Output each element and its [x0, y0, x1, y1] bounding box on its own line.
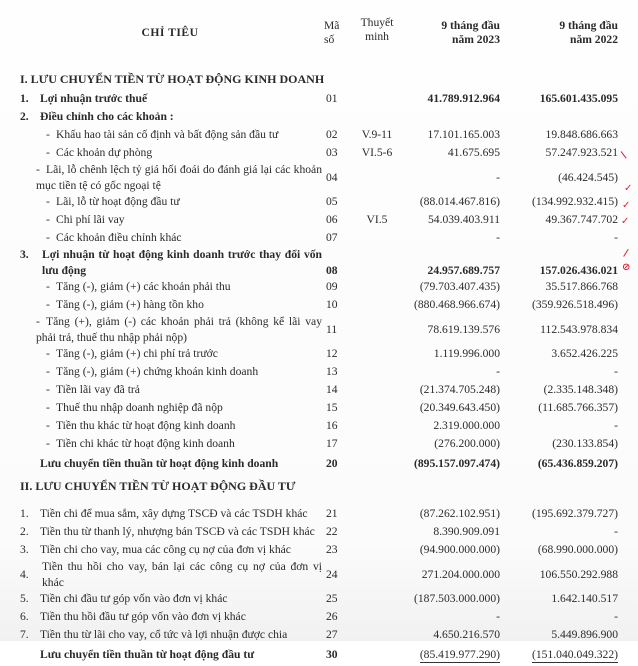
- row-note: [352, 296, 402, 314]
- row-num: 2.: [20, 110, 29, 124]
- row-dash: -: [46, 213, 50, 227]
- row-num: 2.: [20, 525, 29, 539]
- table-row: [18, 247, 618, 278]
- header-note-line2: minh: [365, 30, 389, 43]
- row-dash: -: [46, 365, 50, 379]
- row-value-2023: -: [496, 231, 500, 245]
- row-value-2022: 35.517.866.768: [545, 280, 618, 294]
- table-row: [18, 590, 618, 608]
- row-label: Tăng (-), giảm (+) chứng khoán kinh doanh: [56, 365, 259, 379]
- row-value-2022: (134.992.932.415): [532, 195, 618, 209]
- row-code: 27: [326, 628, 338, 642]
- total-note: [352, 644, 402, 666]
- row-value-2023: (87.262.102.951): [419, 507, 500, 521]
- header-2022: [510, 14, 618, 52]
- row-value-2022: 5.449.896.900: [551, 628, 618, 642]
- row-dash: -: [46, 280, 50, 294]
- row-note: [352, 193, 402, 211]
- row-value-2022: -: [614, 419, 618, 433]
- row-code: 14: [326, 383, 338, 397]
- row-code: 25: [326, 592, 338, 606]
- table-row: [18, 126, 618, 144]
- row-value-2023: (276.200.000): [434, 437, 500, 451]
- row-value-2023: -: [496, 170, 500, 184]
- section2-title: II. LƯU CHUYỂN TIỀN TỪ HOẠT ĐỘNG ĐẦU TƯ: [20, 479, 296, 494]
- row-label: Lãi, lỗ chênh lệch tỷ giá hối đoái do đánh giá lại các khoản mục tiền tệ có gốc ngoại tệ: [36, 163, 322, 192]
- row-dash: -: [46, 298, 50, 312]
- row-code: 23: [326, 543, 338, 557]
- row-value-2022: (230.133.854): [552, 437, 618, 451]
- total-value-2022: (65.436.859.207): [537, 457, 618, 471]
- row-value-2023: (880.468.966.674): [414, 298, 500, 312]
- row-label: Các khoản dự phòng: [56, 146, 153, 160]
- row-note: [352, 435, 402, 453]
- row-code: 17: [326, 437, 338, 451]
- total-note: [352, 453, 402, 475]
- row-note: [352, 229, 402, 247]
- row-label: Khấu hao tài sản cố định và bất động sản đầu tư: [56, 128, 279, 142]
- header-2023-line2: năm 2023: [452, 33, 500, 46]
- row-note: [352, 505, 402, 523]
- row-note: [352, 363, 402, 381]
- row-code: 12: [326, 347, 338, 361]
- annotation-mark-icon: \: [620, 149, 628, 162]
- row-label: Tiền thu hồi đầu tư góp vốn vào đơn vị khác: [40, 610, 246, 624]
- row-value-2023: 2.319.000.000: [433, 419, 500, 433]
- row-num: 1.: [20, 92, 29, 106]
- cash-flow-table: [18, 14, 618, 666]
- row-value-2023: -: [496, 365, 500, 379]
- row-code: 01: [326, 92, 338, 106]
- header-2023: [402, 14, 510, 52]
- row-value-2023: (88.014.467.816): [419, 195, 500, 209]
- row-code: 22: [326, 525, 338, 539]
- table-row: [18, 435, 618, 453]
- row-note: [352, 381, 402, 399]
- row-code: 13: [326, 365, 338, 379]
- operating-net-cash-row: [18, 453, 618, 475]
- row-code: 26: [326, 610, 338, 624]
- row-note: [352, 541, 402, 559]
- row-note: [352, 345, 402, 363]
- row-value-2023: 54.039.403.911: [427, 213, 500, 227]
- table-row: [18, 381, 618, 399]
- check-mark-icon: ✓: [621, 216, 630, 227]
- row-value-2022: -: [614, 365, 618, 379]
- table-row: [18, 417, 618, 435]
- row-code: 16: [326, 419, 338, 433]
- row-code: 21: [326, 507, 338, 521]
- row-dash: -: [46, 347, 50, 361]
- row-dash: -: [46, 195, 50, 209]
- row-dash: -: [46, 146, 50, 160]
- row-note: [352, 608, 402, 626]
- row-value-2022: 19.848.686.663: [545, 128, 618, 142]
- total-label: Lưu chuyển tiền thuần từ hoạt động đầu tư: [40, 648, 255, 662]
- row-label: Tiền chi đầu tư góp vốn vào đơn vị khác: [40, 592, 228, 606]
- table-row: [18, 399, 618, 417]
- table-row: [18, 505, 618, 523]
- row-dash: -: [46, 383, 50, 397]
- row-code: [322, 108, 352, 126]
- row-note: [352, 417, 402, 435]
- table-row: [18, 229, 618, 247]
- row-dash: -: [46, 401, 50, 415]
- row-label: Lợi nhuận trước thuế: [40, 92, 148, 106]
- row-value-2022: 106.550.292.988: [539, 567, 618, 581]
- row-value-2023: -: [496, 610, 500, 624]
- row-dash: -: [46, 128, 50, 142]
- header-2022-line1: 9 tháng đầu: [559, 19, 618, 32]
- table-row: [18, 144, 618, 162]
- total-label: Lưu chuyển tiền thuần từ hoạt động kinh doanh: [40, 457, 279, 471]
- row-value-2022: 112.543.978.834: [540, 322, 618, 336]
- row-label: Tiền chi để mua sắm, xây dựng TSCĐ và các TSDH khác: [40, 507, 308, 521]
- row-code: 11: [326, 322, 338, 336]
- table-row: [18, 108, 618, 126]
- row-value-2022: -: [614, 610, 618, 624]
- row-value-2022: 165.601.435.095: [539, 92, 618, 106]
- row-note: [352, 314, 402, 345]
- row-note: [352, 278, 402, 296]
- row-note: [352, 559, 402, 590]
- check-mark-icon: ✓: [622, 200, 631, 211]
- row-code: 05: [326, 195, 338, 209]
- table-row: [18, 363, 618, 381]
- row-code: 07: [326, 231, 338, 245]
- header-2023-line1: 9 tháng đầu: [441, 19, 500, 32]
- table-row: [18, 278, 618, 296]
- row-value-2023: 271.204.000.000: [421, 567, 500, 581]
- row-dash: -: [36, 163, 40, 176]
- row-num: 7.: [20, 628, 29, 642]
- row-label: Tiền thu từ thanh lý, nhượng bán TSCĐ và các TSDH khác: [40, 525, 315, 539]
- table-row: [18, 193, 618, 211]
- row-label: Tiền chi khác từ hoạt động kinh doanh: [56, 437, 235, 451]
- row-label: Tiền thu khác từ hoạt động kinh doanh: [56, 419, 236, 433]
- row-value-2023: (94.900.000.000): [419, 543, 500, 557]
- row-num: 6.: [20, 610, 29, 624]
- row-value-2023: 24.957.689.757: [427, 263, 500, 277]
- row-label: Tiền thu hồi cho vay, bán lại các công cụ nợ của đơn vị khác: [42, 560, 322, 589]
- row-note: V.9-11: [361, 128, 393, 142]
- table-row: [18, 314, 618, 345]
- table-row: [18, 626, 618, 644]
- row-value-2022: (195.692.379.727): [532, 507, 618, 521]
- row-label: Lãi, lỗ từ hoạt động đầu tư: [56, 195, 180, 209]
- section1-title: I. LƯU CHUYỂN TIỀN TỪ HOẠT ĐỘNG KINH DOANH: [20, 72, 325, 87]
- row-value-2022: (2.335.148.348): [543, 383, 618, 397]
- total-code: 30: [326, 648, 338, 662]
- row-value-2022: 1.642.140.517: [551, 592, 618, 606]
- row-label: Tăng (-), giảm (+) hàng tồn kho: [56, 298, 204, 312]
- row-code: 06: [326, 213, 338, 227]
- header-code: Mã số: [324, 19, 340, 46]
- total-code: 20: [326, 457, 338, 471]
- header-2022-line2: năm 2022: [570, 33, 618, 46]
- row-dash: -: [36, 315, 40, 328]
- table-row: [18, 523, 618, 541]
- row-code: 08: [326, 263, 338, 277]
- total-value-2023: (85.419.977.290): [419, 648, 500, 662]
- row-value-2023: (79.703.407.435): [419, 280, 500, 294]
- row-value-2022: (359.926.518.496): [532, 298, 618, 312]
- row-value-2023: 4.650.216.570: [433, 628, 500, 642]
- row-code: 02: [326, 128, 338, 142]
- row-num: 3.: [20, 543, 29, 557]
- investing-net-cash-row: [18, 644, 618, 666]
- row-dash: -: [46, 437, 50, 451]
- row-dash: -: [46, 231, 50, 245]
- row-value-2023: 78.619.139.576: [427, 322, 500, 336]
- row-value-2022: (46.424.545): [558, 170, 618, 184]
- row-value-2022: (68.990.000.000): [537, 543, 618, 557]
- row-label: Điều chỉnh cho các khoản :: [40, 110, 174, 124]
- row-value-2022: (11.685.766.357): [538, 401, 618, 415]
- total-value-2022: (151.040.049.322): [532, 648, 618, 662]
- row-code: 24: [326, 567, 338, 581]
- row-value-2022: 157.026.436.021: [539, 263, 618, 277]
- row-value-2022: -: [614, 231, 618, 245]
- table-row: [18, 162, 618, 193]
- row-dash: -: [46, 419, 50, 433]
- table-row: [18, 90, 618, 108]
- row-value-2022: [510, 108, 618, 126]
- table-header: [18, 14, 618, 52]
- section-title-investing: [18, 475, 618, 499]
- row-value-2023: (20.349.643.450): [419, 401, 500, 415]
- total-value-2023: (895.157.097.474): [414, 457, 500, 471]
- row-note: [352, 399, 402, 417]
- section-title-operating: [18, 70, 618, 90]
- row-value-2023: 17.101.165.003: [427, 128, 500, 142]
- row-label: Các khoản điều chỉnh khác: [56, 231, 182, 245]
- row-label: Tiền chi cho vay, mua các công cụ nợ của đơn vị khác: [40, 543, 291, 557]
- row-note: [352, 523, 402, 541]
- row-note: [352, 626, 402, 644]
- row-label: Thuế thu nhập doanh nghiệp đã nộp: [56, 401, 223, 415]
- row-note: [352, 247, 402, 278]
- row-value-2023: [402, 108, 510, 126]
- row-label: Tăng (-), giảm (+) chi phí trả trước: [56, 347, 218, 361]
- row-code: 03: [326, 146, 338, 160]
- row-label: Tăng (+), giảm (-) các khoản phải trả (không kể lãi vay phải trả, thuế thu nhập phải nộp): [36, 315, 322, 344]
- table-row: [18, 211, 618, 229]
- table-row: [18, 345, 618, 363]
- row-value-2022: 49.367.747.702: [545, 213, 618, 227]
- header-indicator: CHỈ TIÊU: [141, 26, 199, 39]
- row-code: 15: [326, 401, 338, 415]
- table-row: [18, 296, 618, 314]
- row-value-2023: 41.789.912.964: [427, 92, 500, 106]
- row-value-2023: (21.374.705.248): [419, 383, 500, 397]
- row-code: 09: [326, 280, 338, 294]
- check-mark-icon: ✓: [624, 183, 633, 194]
- row-num: 1.: [20, 507, 29, 521]
- row-note: VI.5: [366, 213, 388, 227]
- row-value-2023: 1.119.996.000: [433, 347, 500, 361]
- row-num: 5.: [20, 592, 29, 606]
- row-value-2022: 3.652.426.225: [551, 347, 618, 361]
- row-note: [352, 108, 402, 126]
- row-note: [352, 590, 402, 608]
- row-code: 10: [326, 298, 338, 312]
- row-note: [352, 162, 402, 193]
- row-label: Tăng (-), giảm (+) các khoản phải thu: [56, 280, 231, 294]
- row-num: 3.: [20, 248, 29, 261]
- row-value-2022: 57.247.923.521: [545, 146, 618, 160]
- annotation-mark-icon: /: [622, 247, 630, 260]
- row-label: Tiền thu từ lãi cho vay, cổ tức và lợi nhuận được chia: [40, 628, 288, 642]
- row-label: Lợi nhuận từ hoạt động kinh doanh trước thay đổi vốn lưu động: [42, 248, 322, 277]
- row-note: VI.5-6: [361, 146, 393, 160]
- row-label: Chi phí lãi vay: [56, 213, 125, 227]
- table-row: [18, 559, 618, 590]
- row-label: Tiền lãi vay đã trả: [56, 383, 140, 397]
- spacer: [18, 52, 618, 70]
- row-code: 04: [326, 170, 338, 184]
- header-note: [352, 14, 402, 52]
- header-note-line1: Thuyết: [360, 16, 394, 29]
- row-note: [352, 90, 402, 108]
- row-value-2023: 41.675.695: [447, 146, 500, 160]
- row-num: 4.: [20, 567, 29, 581]
- row-value-2023: (187.503.000.000): [414, 592, 500, 606]
- table-row: [18, 541, 618, 559]
- annotation-mark-icon: ⊘: [622, 262, 631, 273]
- row-value-2022: -: [614, 525, 618, 539]
- row-value-2023: 8.390.909.091: [433, 525, 500, 539]
- table-row: [18, 608, 618, 626]
